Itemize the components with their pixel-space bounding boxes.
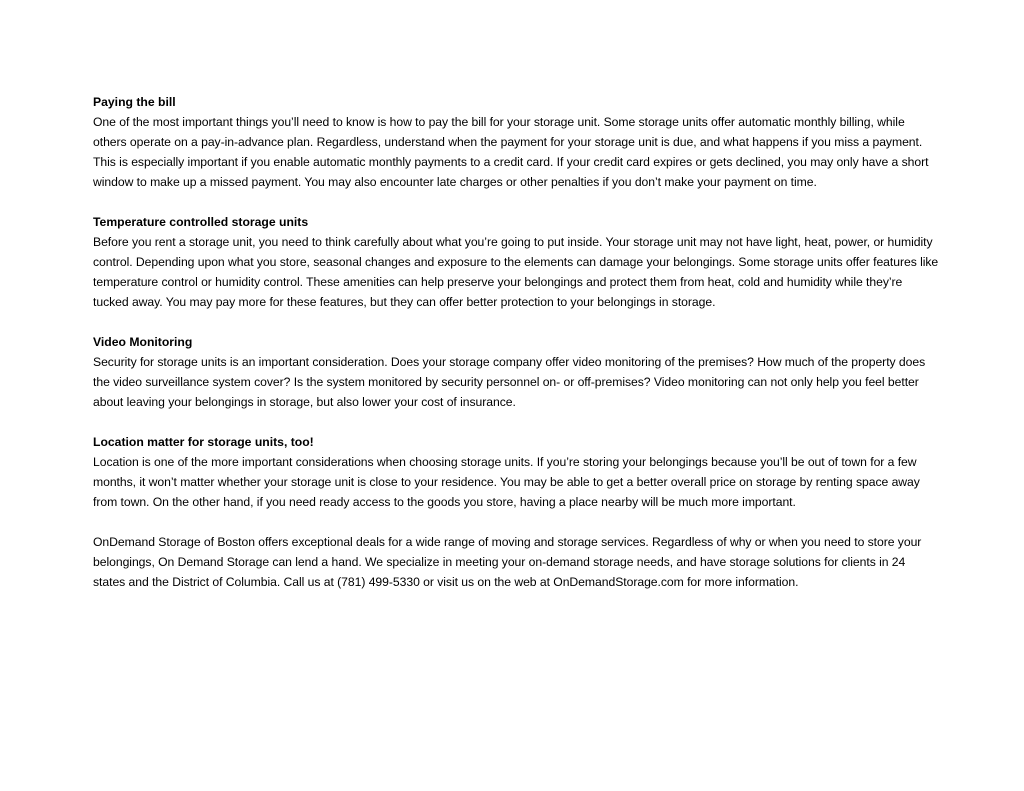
section-paragraph: One of the most important things you’ll need to know is how to pay the bill for your storage unit. Some storage units offer automatic monthly billing, while others operate on a pay-in-advance plan. Regardless, understand when the payment for your storage unit is due, and what happens if you miss a payment. This is especially important if you enable automatic monthly payments to a credit card. If your credit card expires or gets declined, you may only have a short window to make up a missed payment. You may also encounter late charges or other penalties if you don’t make your payment on time. — [93, 115, 929, 189]
section-paragraph: Before you rent a storage unit, you need to think carefully about what you’re going to put inside. Your storage unit may not have light, heat, power, or humidity control. Depending upon what you store, seasonal changes and exposure to the elements can damage your belongings. Some storage units offer features like temperature control or humidity control. These amenities can help preserve your belongings and protect them from heat, cold and humidity while they’re tucked away. You may pay more for these features, but they can offer better protection to your belongings in storage. — [93, 235, 939, 309]
section-video-monitoring — [93, 332, 939, 412]
section-heading: Video Monitoring — [93, 335, 193, 349]
section-paragraph: Security for storage units is an important consideration. Does your storage company offer video monitoring of the premises? How much of the property does the video surveillance system cover? Is the system monitored by security personnel on- or off-premises? Video monitoring can not only help you feel better about leaving your belongings in storage, but also lower your cost of insurance. — [93, 355, 926, 409]
section-heading: Paying the bill — [93, 95, 176, 109]
section-heading: Location matter for storage units, too! — [93, 435, 314, 449]
closing-paragraph: OnDemand Storage of Boston offers exceptional deals for a wide range of moving and storage services. Regardless of why or when you need to store your belongings, On Demand Storage can lend a hand. We specialize in meeting your on-demand storage needs, and have storage solutions for clients in 24 states and the District of Columbia. Call us at (781) 499-5330 or visit us on the web at OnDemandStorage.com for more information. — [93, 535, 922, 589]
section-paying-the-bill — [93, 92, 939, 192]
section-temperature-controlled — [93, 212, 939, 312]
section-paragraph: Location is one of the more important considerations when choosing storage units. If you’re storing your belongings because you’ll be out of town for a few months, it won’t matter whether your storage unit is close to your residence. You may be able to get a better overall price on storage by renting space away from town. On the other hand, if you need ready access to the goods you store, having a place nearby will be much more important. — [93, 455, 920, 509]
closing-section — [93, 532, 939, 592]
section-heading: Temperature controlled storage units — [93, 215, 309, 229]
document-page — [93, 92, 939, 612]
section-location — [93, 432, 939, 512]
